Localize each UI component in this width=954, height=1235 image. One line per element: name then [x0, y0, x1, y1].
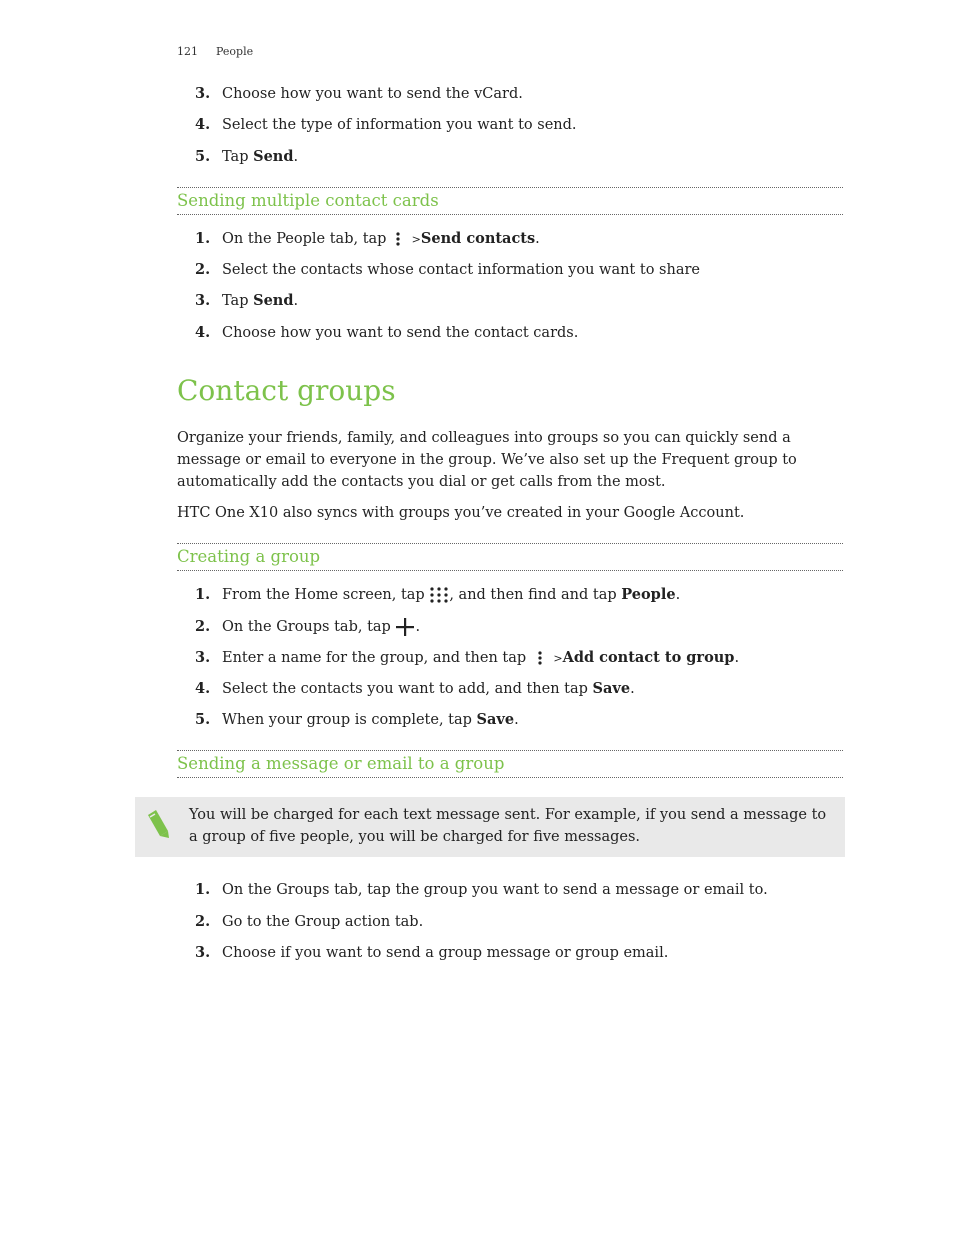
page-number: 121	[177, 45, 198, 58]
page-header	[177, 45, 253, 58]
list-item: 3. Enter a name for the group, and then tap >Add contact to group.	[195, 649, 740, 666]
list-item: 1. From the Home screen, tap , and then find and tap People.	[195, 586, 681, 603]
section-name: People	[216, 45, 254, 58]
section-heading: Sending a message or email to a group	[177, 750, 843, 778]
note-text: You will be charged for each text message sent. For example, if you send a message to a group of five people, you will be charged for five messages.	[189, 807, 827, 845]
more-vert-icon	[391, 231, 405, 247]
list-item: 4. Select the contacts you want to add, and then tap Save.	[195, 680, 635, 697]
list-item: 3. Choose how you want to send the vCard.	[195, 85, 523, 102]
list-item: 2. On the Groups tab, tap .	[195, 618, 421, 635]
section-heading: Sending multiple contact cards	[177, 187, 843, 215]
paragraph: Organize your friends, family, and colleagues into groups so you can quickly send a message or email to everyone in the group. We’ve also set up the Frequent group to automatically add the contacts you dial or get calls from the most.	[177, 430, 797, 490]
list-item: 4. Choose how you want to send the contact cards.	[195, 324, 579, 341]
list-item: 5. When your group is complete, tap Save.	[195, 711, 519, 728]
list-item: 2. Go to the Group action tab.	[195, 913, 424, 930]
list-item: 5. Tap Send.	[195, 148, 299, 165]
list-item: 1. On the Groups tab, tap the group you want to send a message or email to.	[195, 881, 768, 898]
app-grid-icon	[429, 586, 449, 604]
list-item: 2. Select the contacts whose contact information you want to share	[195, 261, 700, 278]
plus-icon	[395, 617, 415, 637]
paragraph: HTC One X10 also syncs with groups you’ve created in your Google Account.	[177, 505, 745, 521]
list-item: 1. On the People tab, tap >Send contacts.	[195, 230, 540, 247]
more-vert-icon	[531, 650, 549, 666]
page-title: Contact groups	[177, 374, 396, 407]
list-item: 3. Tap Send.	[195, 292, 299, 309]
note-box	[135, 797, 845, 857]
pencil-note-icon	[144, 807, 174, 839]
list-item: 3. Choose if you want to send a group message or group email.	[195, 944, 669, 961]
section-heading: Creating a group	[177, 543, 843, 571]
list-item: 4. Select the type of information you want to send.	[195, 116, 577, 133]
